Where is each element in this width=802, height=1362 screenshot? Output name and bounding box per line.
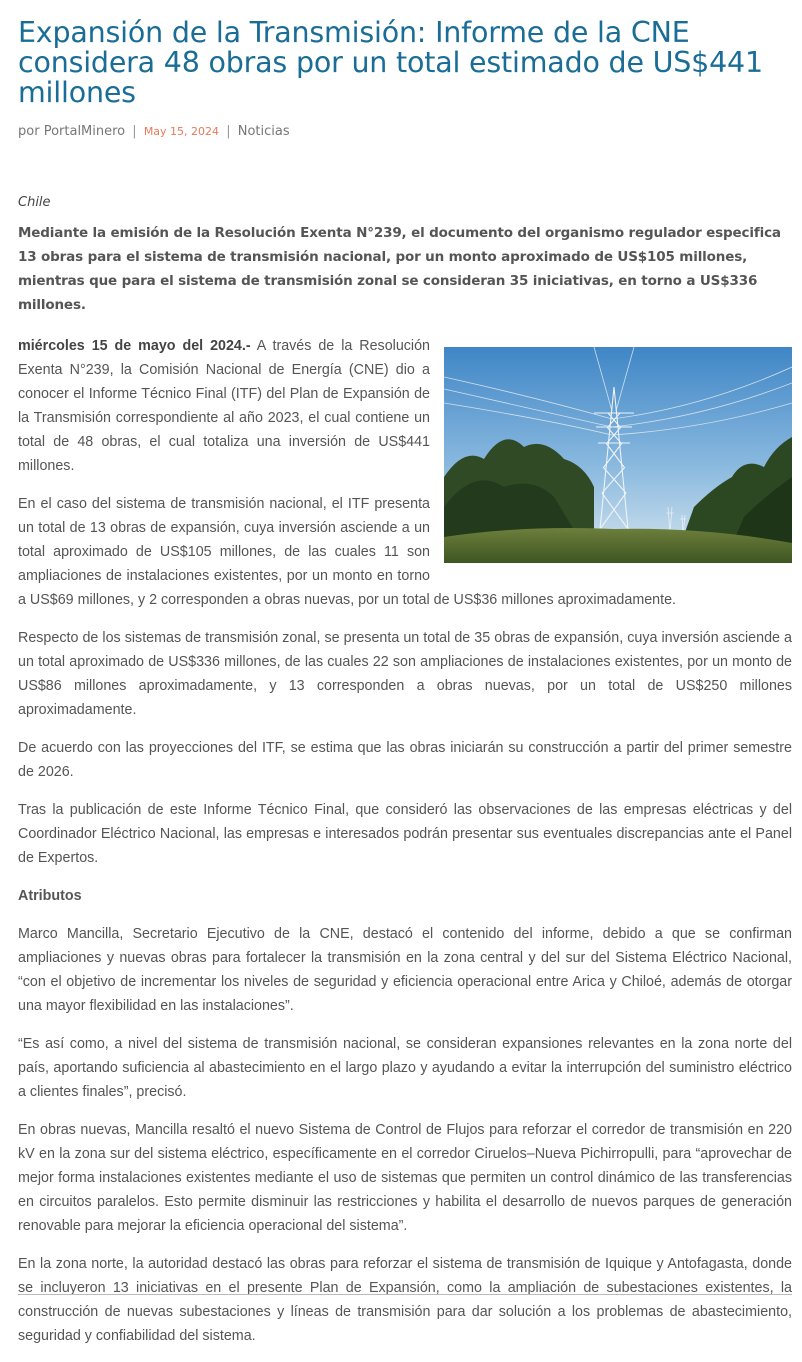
- transmission-tower-photo-icon: [444, 347, 792, 563]
- paragraph: Marco Mancilla, Secretario Ejecutivo de la CNE, destacó el contenido del informe, debido a que se confirman ampliaciones y nuevas obras para fortalecer la transmisión en la zona central y del sur del Sistema Eléctrico Nacional, “con el objetivo de incrementar los niveles de seguridad y eficiencia operacional entre Arica y Chiloé, además de otorgar una mayor flexibilidad en las instalaciones”.: [18, 926, 792, 1014]
- paragraph: En el caso del sistema de transmisión nacional, el ITF presenta un total de 13 obras de expansión, cuya inversión asciende a un total aproximado de US$105 millones, de las cuales 11 son ampliaciones de instalaciones existentes, por un monto en torno a US$69 millones, y 2 corresponden a obras nuevas, por un total de US$36 millones aproximadamente.: [18, 496, 677, 608]
- section-heading: Atributos: [18, 888, 82, 904]
- author-link[interactable]: PortalMinero: [43, 124, 126, 139]
- paragraph: De acuerdo con las proyecciones del ITF, se estima que las obras iniciarán su construcción a partir del primer semestre de 2026.: [18, 740, 792, 780]
- article-meta: [18, 123, 792, 141]
- transmission-tower-image: [444, 347, 792, 563]
- paragraph: En obras nuevas, Mancilla resaltó el nuevo Sistema de Control de Flujos para reforzar el corredor de transmisión en 220 kV en la zona sur del sistema eléctrico, específicamente en el corredor Ciruelos–Nueva Pichirropulli, para “aprovechar de mejor forma instalaciones existentes mediante el uso de sistemas que permiten un control dinámico de las transferencias en circuitos paralelos. Esto permite disminuir las restricciones y habilita el desarrollo de nuevos parques de generación renovable para mejorar la eficiencia operacional del sistema”.: [18, 1122, 792, 1234]
- paragraph: Respecto de los sistemas de transmisión zonal, se presenta un total de 35 obras de expansión, cuya inversión asciende a un total aproximado de US$336 millones, de las cuales 22 son ampliaciones de instalaciones existentes, por un monto de US$86 millones aproximadamente, y 13 corresponden a obras nuevas, por un total de US$250 millones aproximadamente.: [18, 630, 792, 718]
- paragraph: “Es así como, a nivel del sistema de transmisión nacional, se consideran expansiones relevantes en la zona norte del país, aportando suficiencia al abastecimiento en el largo plazo y ayudando a evitar la interrupción del suministro eléctrico a clientes finales”, precisó.: [18, 1036, 792, 1100]
- article-title: Expansión de la Transmisión: Informe de la CNE considera 48 obras por un total estimado de US$441 millones: [18, 16, 763, 109]
- publish-date: May 15, 2024: [143, 125, 220, 138]
- dateline: miércoles 15 de mayo del 2024.-: [18, 338, 251, 354]
- meta-separator: |: [132, 124, 137, 139]
- country-tag: Chile: [18, 195, 51, 210]
- meta-separator: |: [226, 124, 231, 139]
- article-lead: Mediante la emisión de la Resolución Exenta N°239, el documento del organismo regulador especifica 13 obras para el sistema de transmisión nacional, por un monto aproximado de US$105 millones, mientras que para el sistema de transmisión zonal se consideran 35 iniciativas, en torno a US$336 millones.: [18, 225, 781, 313]
- category-link[interactable]: Noticias: [237, 124, 290, 139]
- article: [18, 0, 792, 1362]
- paragraph: En la zona norte, la autoridad destacó las obras para reforzar el sistema de transmisión de Iquique y Antofagasta, donde se incluyeron 13 iniciativas en el presente Plan de Expansión, como la ampliación de subestaciones existentes, la construcción de nuevas subestaciones y líneas de transmisión para dar solución a los problemas de abastecimiento, seguridad y confiabilidad del sistema.: [18, 1256, 792, 1344]
- paragraph: Tras la publicación de este Informe Técnico Final, que consideró las observaciones de las empresas eléctricas y del Coordinador Eléctrico Nacional, las empresas e interesados podrán presentar sus eventuales discrepancias ante el Panel de Expertos.: [18, 802, 792, 866]
- paragraph-text: A través de la Resolución Exenta N°239, la Comisión Nacional de Energía (CNE) dio a conocer el Informe Técnico Final (ITF) del Plan de Expansión de la Transmisión correspondiente al año 2023, el cual contiene un total de 48 obras, el cual totaliza una inversión de US$441 millones.: [18, 338, 431, 474]
- divider: [18, 1294, 792, 1295]
- by-prefix: por: [18, 124, 40, 139]
- article-body: [18, 334, 792, 1348]
